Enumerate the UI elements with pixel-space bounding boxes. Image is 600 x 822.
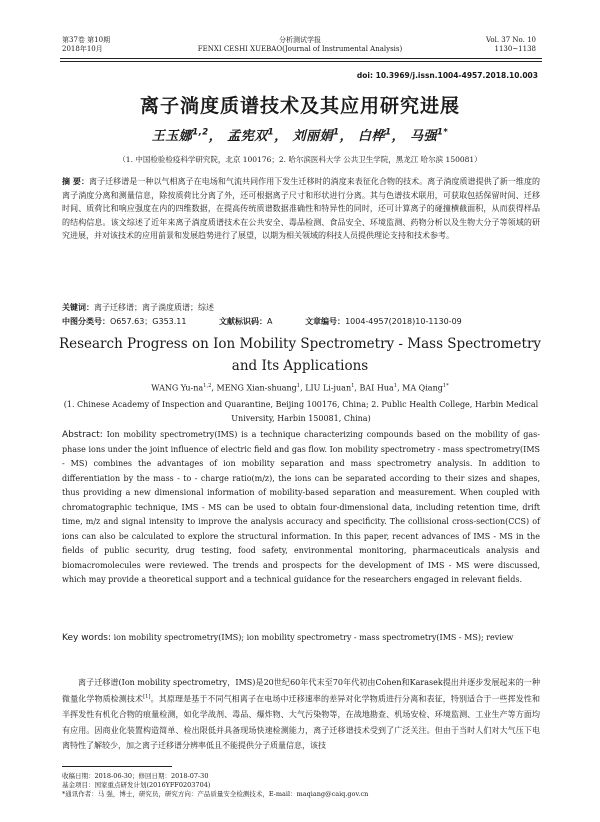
- author-sup: 1: [267, 126, 275, 137]
- author-sup: 1*: [436, 126, 449, 137]
- affiliation-cn: （1. 中国检验检疫科学研究院，北京 100176；2. 哈尔滨医科大学 公共卫生学院，黑龙江 哈尔滨 150081）: [118, 155, 482, 164]
- classification-line: [62, 315, 540, 328]
- abstract-label-en: Abstract:: [62, 430, 103, 440]
- keywords-text-cn: 离子迁移谱；离子淌度质谱；综述: [94, 303, 214, 312]
- abstract-en: [62, 428, 540, 588]
- body-text-part1: 离子迁移谱(Ion mobility spectrometry，IMS)是20世纪60年代末至70年代初由Cohen和Karasek提出并逐步发展起来的一种微量化学物质检测技术: [62, 678, 540, 704]
- abstract-label-cn: 摘 要：: [62, 177, 90, 186]
- authors-cn: 王玉娜$^{1,2}$， 孟宪双$^1$， 刘丽娟$^1$， 白桦$^1$， 马强$^{1*}$: [151, 126, 449, 144]
- doc-code-value: A: [267, 317, 273, 326]
- author-cn: 王玉娜: [151, 129, 193, 144]
- title-en-line2: and Its Applications: [231, 358, 369, 374]
- author-en: WANG Yu-na: [151, 383, 204, 393]
- citation-ref[interactable]: [1]: [143, 694, 151, 701]
- volume-en: Vol. 37 No. 10: [485, 36, 536, 44]
- author-cn: 白桦: [358, 129, 386, 144]
- abstract-text-en: Ion mobility spectrometry(IMS) is a technique characterizing compounds based on the mobility of gas-phase ions under the joint influence of electric field and gas flow. Ion mobility spectrometry - mass spectrometry(IMS - MS) combines the advantages of ion mobility separation and mass spectrometry analysis. In addition to differentiation by the mass - to - charge ratio(m/z), the ions can be separated according to their sizes and shapes, thus providing a new dimensional information of mobility-based separation and measurement. When coupled with chromatographic technique, IMS - MS can be used to obtain four-dimensional data, including retention time, drift time, m/z and signal intensity to improve the analysis accuracy and specificity. The collisional cross-section(CCS) of ions can also be calculated to explore the structural information. In this paper, recent advances of IMS - MS in the fields of public security, drug testing, food safety, environmental monitoring, pharmaceuticals analysis and biomacromolecules were reviewed. The trends and prospects for the development of IMS - MS were discussed, which may provide a theoretical support and a technical guidance for the researchers engaged in relevant fields.: [62, 430, 540, 584]
- doc-code-label: 文献标识码：: [219, 317, 268, 326]
- journal-pages: [486, 36, 536, 54]
- publication-date: 2018年10月: [62, 45, 103, 53]
- author-cn: 马强: [409, 129, 437, 144]
- keywords-text-en: ion mobility spectrometry(IMS); ion mobility spectrometry - mass spectrometry(IMS - MS); review: [113, 633, 514, 642]
- journal-name-cn: 分析测试学报: [279, 36, 321, 44]
- doc-code: [219, 317, 272, 326]
- author-sup: 1: [296, 383, 301, 389]
- keywords-en: [62, 631, 540, 646]
- author-en: MENG Xian-shuang: [216, 383, 297, 393]
- page-range: 1130~1138: [494, 45, 536, 53]
- keywords-label-cn: 关键词：: [62, 303, 94, 312]
- article-no-label: 文章编号：: [305, 317, 346, 326]
- author-sup: 1*: [442, 383, 449, 389]
- article-no-value: 1004-4957(2018)10-1130-09: [345, 317, 462, 326]
- author-sup: 1,2: [203, 383, 212, 389]
- author-sup: 1: [393, 383, 398, 389]
- body-text-part2: 。其原理是基于不同气相离子在电场中迁移速率的差异对化学物质进行分离和表征，特别适合于一些挥发性和半挥发性有机化合物的痕量检测，如化学战剂、毒品、爆炸物、大气污染物等，在战地勘查、机场安检、环境监测、工业生产等方面均有应用。因商业化装置构造简单、检出限低并具备现场快速检测能力，离子迁移谱技术受到了广泛关注。但由于当时人们对大气压下电离特性了解较少，加之离子迁移谱分辨率低且不能提供分子质量信息，该技: [62, 694, 541, 750]
- author-sup: 1: [351, 383, 355, 389]
- author-sup: 1: [385, 126, 392, 137]
- clc-number: [62, 317, 186, 326]
- author-sup: 1: [333, 126, 340, 137]
- abstract-cn: [62, 175, 540, 243]
- volume-issue-text: 第37卷 第10期: [62, 36, 111, 44]
- footnote-received: 收稿日期：2018-06-30；修回日期：2018-07-30: [62, 772, 209, 780]
- affiliation-en: (1. Chinese Academy of Inspection and Quarantine, Beijing 100176, China; 2. Public Health College, Harbin Medical University, Harbin 150081, China): [63, 400, 539, 423]
- article-number: [305, 317, 462, 326]
- clc-label: 中图分类号：: [62, 317, 110, 326]
- author-cn: 刘丽娟: [292, 129, 334, 144]
- title-en-line1: Research Progress on Ion Mobility Spectrometry - Mass Spectrometry: [58, 336, 542, 352]
- paper-title-cn: 离子淌度质谱技术及其应用研究进展: [139, 95, 460, 117]
- footnote-rule: [62, 766, 172, 767]
- keywords-cn: [62, 301, 540, 314]
- author-sup: 1,2: [192, 126, 209, 137]
- journal-name-en: FENXI CESHI XUEBAO(Journal of Instrumental Analysis): [197, 45, 403, 53]
- author-cn: 孟宪双: [227, 129, 268, 144]
- authors-en: WANG Yu-na$^{1,2}$, MENG Xian-shuang$^1$, LIU Li-juan$^1$, BAI Hua$^1$, MA Qiang$^{1*}$: [151, 383, 449, 393]
- clc-value: O657.63；G353.11: [110, 317, 187, 326]
- header-rule-thin: [60, 61, 542, 62]
- footnote-corresponding: *通讯作者：马 强，博士，研究员，研究方向：产品质量安全检测技术，E-mail：maqiang@caiq.gov.cn: [62, 790, 369, 798]
- footnote-funding: 基金项目：国家重点研发计划(2016YFF0203704): [62, 781, 211, 789]
- author-en: LIU Li-juan: [305, 383, 352, 393]
- body-paragraph: [62, 675, 540, 753]
- header-rule-thick: [60, 58, 542, 59]
- keywords-label-en: Key words:: [62, 633, 112, 643]
- author-en: BAI Hua: [359, 383, 394, 393]
- abstract-text-cn: 离子迁移谱是一种以气相离子在电场和气流共同作用下发生迁移时的淌度来表征化合物的技术。离子淌度质谱提供了新一维度的离子淌度分离和测量信息，除按质荷比分离了外，还可根据离子尺寸和形状进行分离。其与色谱技术联用，可获取包括保留时间、迁移时间、质荷比和响应强度在内的四维数据，在提高传统质谱数据准确性和特异性的同时，还可计算离子的碰撞横截面积，从而获得样品的结构信息。该文综述了近年来离子淌度质谱技术在公共安全、毒品检测、食品安全、环境监测、药物分析以及生物大分子等领域的研究进展，并对该技术的应用前景和发展趋势进行了展望，以期为相关领域的科技人员提供理论支持和技术参考。: [62, 177, 540, 241]
- author-en: MA Qiang: [402, 383, 443, 393]
- paper-title-en: [0, 333, 600, 377]
- doi[interactable]: doi: 10.3969/j.issn.1004-4957.2018.10.003: [356, 71, 538, 80]
